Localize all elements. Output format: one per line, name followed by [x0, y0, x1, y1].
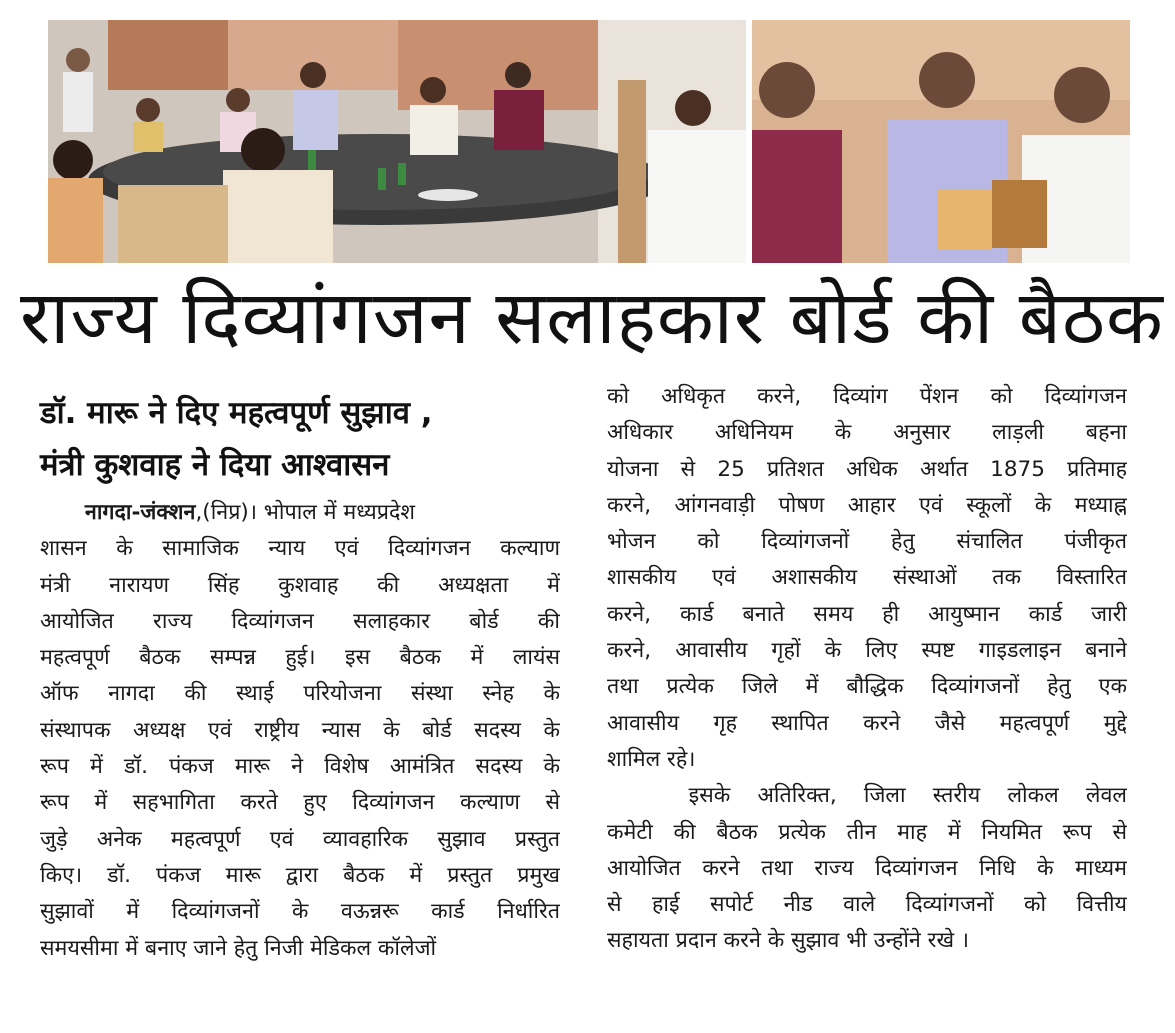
text-line: आयोजित करने तथा राज्य दिव्यांगजन निधि के माध्यम — [607, 855, 1127, 881]
text-line: तथा प्रत्येक जिले में बौद्धिक दिव्यांगजनों हेतु एक — [607, 674, 1127, 700]
text-line: शामिल रहे। — [607, 746, 696, 772]
text-line: करने, आंगनवाड़ी पोषण आहार एवं स्कूलों के मध्याह्न — [607, 492, 1127, 518]
subheadline: मंत्री कुशवाह ने दिया आश्वासन — [40, 447, 390, 483]
text-line: आवासीय गृह स्थापित करने जैसे महत्वपूर्ण मुद्दे — [607, 710, 1127, 736]
dateline: नागदा-जंक्शन — [40, 500, 196, 525]
text-line: कमेटी की बैठक प्रत्येक तीन माह में नियमित रूप से — [607, 819, 1127, 845]
headline: राज्य दिव्यांगजन सलाहकार बोर्ड की बैठक — [20, 275, 1164, 361]
text-line: करने, आवासीय गृहों के लिए स्पष्ट गाइडलाइन बनाने — [607, 638, 1127, 664]
text-line: से हाई सपोर्ट नीड वाले दिव्यांगजनों को वित्तीय — [607, 892, 1127, 918]
text-line: जुड़े अनेक महत्वपूर्ण एवं व्यावहारिक सुझाव प्रस्तुत — [40, 826, 560, 852]
text-line: इसके अतिरिक्त, जिला स्तरीय लोकल लेवल — [607, 783, 1127, 809]
article-column-right — [607, 379, 1127, 960]
text-line: ऑफ नागदा की स्थाई परियोजना संस्था स्नेह के — [40, 681, 560, 707]
text-line: योजना से 25 प्रतिशत अधिक अर्थात 1875 प्रतिमाह — [607, 456, 1127, 482]
text-line: सहायता प्रदान करने के सुझाव भी उन्होंने रखे । — [607, 928, 970, 954]
text-line: रूप में डॉ. पंकज मारू ने विशेष आमंत्रित सदस्य के — [40, 754, 560, 780]
text-line: अधिकार अधिनियम के अनुसार लाड़ली बहना — [607, 420, 1127, 446]
text-line: मंत्री नारायण सिंह कुशवाह की अध्यक्षता में — [40, 572, 560, 598]
text-line: रूप में सहभागिता करते हुए दिव्यांगजन कल्याण से — [40, 790, 560, 816]
meeting-photo — [48, 20, 746, 263]
text-line: शासकीय एवं अशासकीय संस्थाओं तक विस्तारित — [607, 565, 1127, 591]
article-column-left — [40, 495, 560, 967]
text-line: किए। डॉ. पंकज मारू द्वारा बैठक में प्रस्तुत प्रमुख — [40, 862, 560, 888]
text-line: सुझावों में दिव्यांगजनों के वऊन्नरू कार्ड निर्धारित — [40, 899, 560, 925]
text-line: समयसीमा में बनाए जाने हेतु निजी मेडिकल कॉलेजों — [40, 935, 437, 961]
text-line-segment: ,(निप्र)। भोपाल में मध्यप्रदेश — [195, 500, 416, 525]
text-line: को अधिकृत करने, दिव्यांग पेंशन को दिव्यांगजन — [607, 384, 1127, 409]
text-line — [40, 495, 560, 531]
book-release-photo — [752, 20, 1130, 263]
text-line: महत्वपूर्ण बैठक सम्पन्न हुई। इस बैठक में लायंस — [40, 645, 560, 671]
text-line: करने, कार्ड बनाते समय ही आयुष्मान कार्ड जारी — [607, 601, 1127, 627]
text-line: शासन के सामाजिक न्याय एवं दिव्यांगजन कल्याण — [40, 536, 560, 562]
text-line: आयोजित राज्य दिव्यांगजन सलाहकार बोर्ड की — [40, 608, 560, 634]
text-line: संस्थापक अध्यक्ष एवं राष्ट्रीय न्यास के बोर्ड सदस्य के — [40, 717, 560, 743]
subheadline: डॉ. मारू ने दिए महत्वपूर्ण सुझाव , — [40, 395, 433, 431]
text-line: भोजन को दिव्यांगजनों हेतु संचालित पंजीकृत — [607, 529, 1127, 555]
